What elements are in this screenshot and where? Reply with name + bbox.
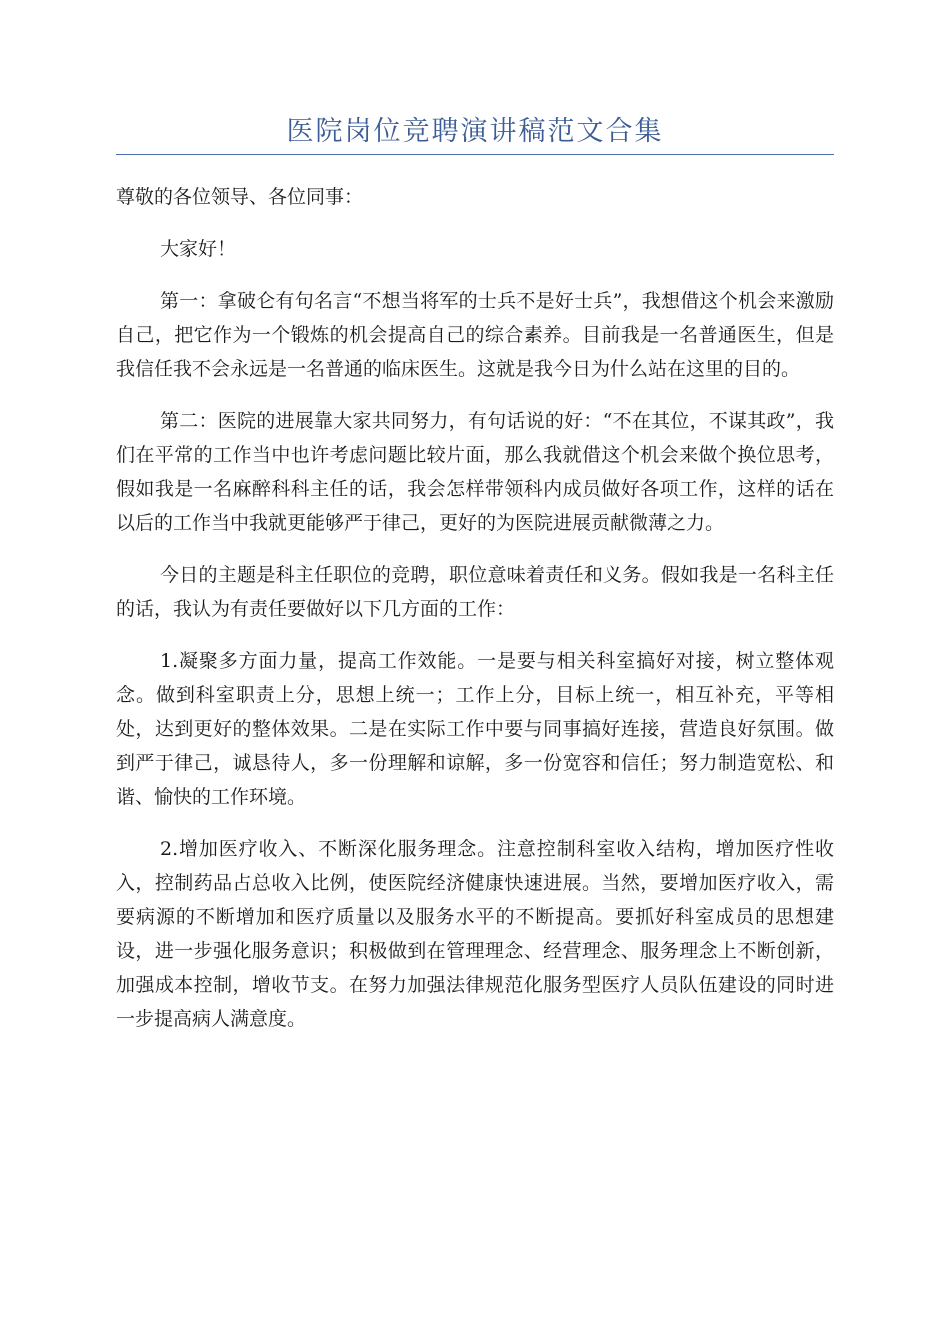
paragraph-second: 第二：医院的进展靠大家共同努力，有句话说的好：“不在其位，不谋其政”，我们在平常的工作当中也许考虑问题比较片面，那么我就借这个机会来做个换位思考，假如我是一名麻醉科科主任的话，我会怎样带领科内成员做好各项工作，这样的话在以后的工作当中我就更能够严于律己，更好的为医院进展贡献微薄之力。 <box>116 410 834 534</box>
paragraph-first: 第一：拿破仑有句名言“不想当将军的士兵不是好士兵”，我想借这个机会来激励自己，把它作为一个锻炼的机会提高自己的综合素养。目前我是一名普通医生，但是我信任我不会永远是一名普通的临床医生。这就是我今日为什么站在这里的目的。 <box>116 290 834 380</box>
paragraph-item-2: 2.增加医疗收入、不断深化服务理念。注意控制科室收入结构，增加医疗性收入，控制药品占总收入比例，使医院经济健康快速进展。当然，要增加医疗收入，需要病源的不断增加和医疗质量以及服务水平的不断提高。要抓好科室成员的思想建设，进一步强化服务意识；积极做到在管理理念、经营理念、服务理念上不断创新，加强成本控制，增收节支。在努力加强法律规范化服务型医疗人员队伍建设的同时进一步提高病人满意度。 <box>116 838 834 1030</box>
paragraph-topic: 今日的主题是科主任职位的竞聘，职位意味着责任和义务。假如我是一名科主任的话，我认为有责任要做好以下几方面的工作： <box>116 564 834 620</box>
greeting: 大家好！ <box>160 238 237 260</box>
document-body <box>116 180 834 1054</box>
salutation: 尊敬的各位领导、各位同事： <box>116 186 364 208</box>
document-title: 医院岗位竞聘演讲稿范文合集 <box>286 116 664 147</box>
title-underline <box>116 154 834 155</box>
paragraph-item-1: 1.凝聚多方面力量，提高工作效能。一是要与相关科室搞好对接，树立整体观念。做到科室职责上分，思想上统一；工作上分，目标上统一，相互补充，平等相处，达到更好的整体效果。二是在实际工作中要与同事搞好连接，营造良好氛围。做到严于律己，诚恳待人，多一份理解和谅解，多一份宽容和信任；努力制造宽松、和谐、愉快的工作环境。 <box>116 650 834 808</box>
